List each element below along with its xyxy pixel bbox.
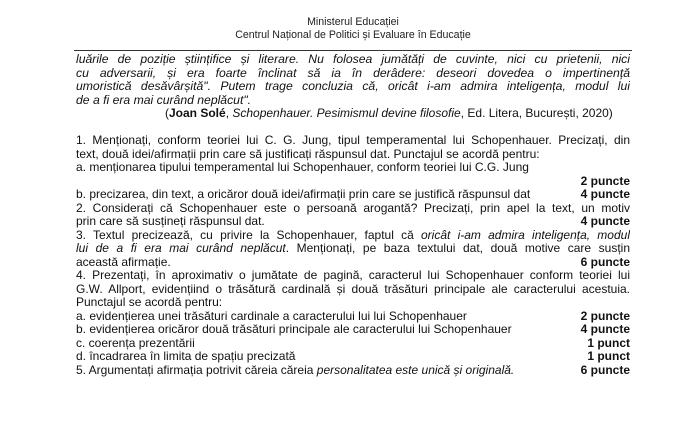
text-run: 1. Menționați, conform teoriei lui C. G. Jung, tipul temperamental lui Schopenhauer. Precizați, din (76, 134, 630, 147)
text-run: c. coerența prezentării (76, 336, 195, 350)
page-header (76, 16, 630, 42)
line-text (76, 323, 512, 336)
points-label: 4 puncte (575, 323, 630, 337)
text-run: , Ed. Litera, București, 2020) (460, 107, 613, 120)
text-line (76, 242, 630, 256)
text-line (76, 364, 630, 378)
text-run: d. încadrarea în limita de spațiu precizată (76, 350, 296, 363)
text-line (76, 323, 630, 337)
text-line (76, 80, 630, 94)
text-line (76, 148, 630, 162)
line-text (76, 229, 630, 242)
line-text (76, 350, 295, 363)
citation-line (76, 107, 630, 121)
line-text (76, 337, 195, 350)
text-run: de a fi era mai curând neplăcut". (76, 93, 252, 107)
points-label: 4 puncte (575, 188, 630, 202)
text-run: 2. Considerați că Schopenhauer este o persoană arogantă? Precizați, prin apel la text, un motiv (76, 201, 630, 215)
text-line (76, 350, 630, 364)
text-line (76, 188, 630, 202)
text-line (76, 94, 630, 108)
text-run: această afirmație. (76, 255, 171, 269)
line-text (76, 202, 630, 215)
text-run: oricât i-am admira inteligența, modul (421, 228, 630, 242)
points-label: 6 puncte (575, 364, 630, 378)
text-line (76, 229, 630, 243)
line-text (76, 94, 251, 107)
text-run: , (225, 107, 233, 120)
text-line (76, 161, 630, 175)
text-run: Punctajul se acordă pentru: (76, 296, 223, 309)
line-text (76, 134, 630, 147)
line-text (76, 215, 265, 228)
text-line (76, 53, 630, 67)
ministry-title: Ministerul Educației (307, 16, 399, 28)
text-run: cu adversarii, și era foarte înclinat să ia în derâdere: deseori dovedea o impertinență (76, 66, 630, 80)
line-text (76, 242, 630, 255)
text-run: b. precizarea, din text, a oricăror două idei/afirmații prin care se justifică răspunsul dat (76, 188, 531, 201)
text-line (76, 256, 630, 270)
text-line (76, 175, 630, 189)
blank-line (76, 121, 630, 135)
text-run: personalitatea este unică și originală. (316, 363, 515, 377)
text-run: luările de poziție științifice și literare. Nu folosea jumătăți de cuvinte, nici cu prietenii, nici (76, 53, 630, 66)
text-run: . Menționați, pe baza textului dat, două motive care susțin (285, 242, 630, 255)
line-text (76, 296, 222, 309)
text-run: Schopenhauer. Pesimismul devine filosofie (232, 107, 461, 120)
line-text (76, 80, 630, 93)
points-label: 2 puncte (575, 310, 630, 324)
line-text (76, 364, 514, 377)
text-run: text, două idei/afirmații prin care să justificați răspunsul dat. Punctajul se acordă pentru: (76, 147, 540, 161)
line-text (76, 283, 630, 296)
text-run: umoristică desăvârșită". Putem trage concluzia că, oricât i-am admira inteligența, modul lui (76, 80, 630, 93)
text-run: 3. Textul precizează, cu privire la Schopenhauer, faptul că (76, 228, 421, 242)
points-label: 4 puncte (575, 215, 630, 229)
text-line (76, 67, 630, 81)
text-run: a. menționarea tipului temperamental lui Schopenhauer, conform teoriei lui C.G. Jung (76, 161, 529, 174)
points-label: 6 puncte (575, 256, 630, 270)
text-line (76, 310, 630, 324)
text-run: Joan Solé (169, 107, 226, 120)
points-label: 1 punct (581, 350, 630, 364)
line-text (76, 161, 529, 174)
text-run: 4. Prezentați, în aproximativ o jumătate de pagină, caracterul lui Schopenhauer conform teoriei lui (76, 269, 630, 282)
line-text (76, 53, 630, 66)
text-line (76, 337, 630, 351)
line-text (76, 67, 630, 80)
line-text (76, 188, 530, 201)
line-text (165, 107, 613, 120)
text-line (76, 283, 630, 297)
points-label: 1 punct (581, 337, 630, 351)
text-line (76, 202, 630, 216)
text-run: lui de a fi era mai curând neplăcut (76, 242, 286, 255)
text-run: prin care să susțineți răspunsul dat. (76, 215, 265, 228)
text-run: b. evidențierea oricăror două trăsături principale ale caracterului lui Schopenhauer (76, 323, 512, 336)
line-text (76, 310, 467, 323)
document-lines (76, 53, 630, 377)
text-line (76, 296, 630, 310)
text-run: a. evidențierea unei trăsături cardinale a caracterului lui lui Schopenhauer (76, 309, 467, 323)
line-text (76, 148, 540, 161)
points-label: 2 puncte (575, 175, 630, 189)
text-line (76, 269, 630, 283)
text-run: 5. Argumentați afirmația potrivit căreia căreia (76, 363, 317, 377)
text-run: G.W. Allport, evidențiind o trăsătură cardinală și două trăsături principale ale caracterului acestuia. (76, 282, 630, 296)
text-line (76, 134, 630, 148)
line-text (76, 256, 171, 269)
text-run: ( (165, 107, 169, 120)
center-title: Centrul Național de Politici și Evaluare în Educație (235, 29, 471, 41)
line-text (76, 269, 630, 282)
header-divider (74, 50, 632, 51)
text-line (76, 215, 630, 229)
